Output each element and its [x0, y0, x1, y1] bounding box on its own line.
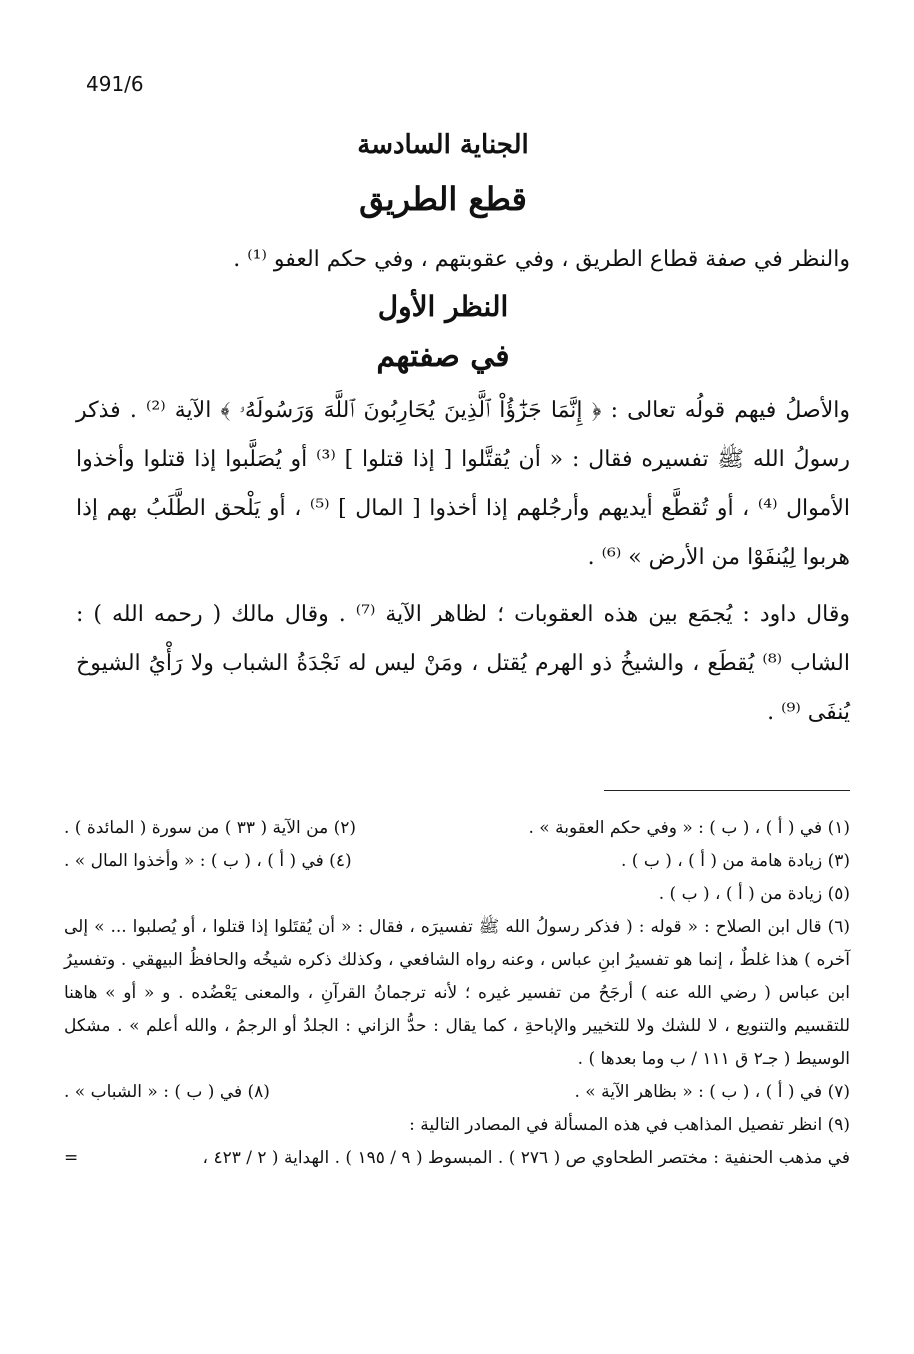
- page-number: 491/6: [86, 72, 144, 96]
- main-title: قطع الطريق: [359, 180, 527, 218]
- footnote-1: (١) في ( أ ) ، ( ب ) : « وفي حكم العقوبة » .: [528, 818, 850, 838]
- footnote-divider: [604, 790, 850, 791]
- paragraph: والأصلُ فيهم قولُه تعالى : ﴿ إِنَّمَا جَزَٰٓؤُاْ ٱلَّذِينَ يُحَارِبُونَ ٱللَّهَ وَرَسُولَهُۥ ﴾ الآية ⁽²⁾ . فذكر رسولُ الله ﷺ تفسيره فقال : « أن يُقتَّلوا [ إذا قتلوا ] ⁽³⁾ أو يُصَلَّبوا إذا قتلوا وأخذوا الأموال ⁽⁴⁾ ، أو تُقطَّع أيديهم وأرجُلهم إذا أخذوا [ المال ] ⁽⁵⁾ ، أو يَلْحق الطَّلَبُ بهم إذا هربوا لِيُنفَوْا من الأرض » ⁽⁶⁾ .: [76, 398, 850, 570]
- footnote-3: (٣) زيادة هامة من ( أ ) ، ( ب ) .: [620, 851, 850, 871]
- main-text: [76, 130, 850, 745]
- footnote-2: (٢) من الآية ( ٣٣ ) من سورة ( المائدة ) .: [64, 818, 357, 838]
- footnote-row: [64, 812, 850, 845]
- footnote-9: (٩) انظر تفصيل المذاهب في هذه المسألة في المصادر التالية :: [409, 1115, 850, 1135]
- footnote-5: (٥) زيادة من ( أ ) ، ( ب ) .: [658, 884, 850, 904]
- footnote-row: [64, 845, 850, 878]
- footnote-row: [64, 1142, 850, 1175]
- intro-line: والنظر في صفة قطاع الطريق ، وفي عقوبتهم ، وفي حكم العفو ⁽¹⁾ .: [233, 247, 850, 272]
- chapter-title: الجناية السادسة: [357, 130, 529, 160]
- footnotes: [64, 812, 850, 1175]
- footnote-4: (٤) في ( أ ) ، ( ب ) : « وأخذوا المال » .: [64, 851, 352, 871]
- footnote-7: (٧) في ( أ ) ، ( ب ) : « بظاهر الآية » .: [574, 1082, 850, 1102]
- footnote-6: (٦) قال ابن الصلاح : « قوله : ( فذكر رسولُ الله ﷺ تفسيرَه ، فقال : « أن يُقتَلوا إذا قتلوا ، أو يُصلبوا ... » إلى آخره ) هذا غلطٌ ، إنما هو تفسيرُ ابنِ عباس ، وعنه رواه الشافعي ، وكذلك ذكره شيخُه والحافظُ البيهقي . وتفسيرُ ابن عباس ( رضي الله عنه ) أرجَحُ من تفسير غيره ؛ لأنه ترجمانُ القرآنِ ، والمعنى يَعْضُده . و « أو » هاهنا للتقسيم والتنويع ، لا للشك ولا للتخيير والإباحةِ ، كما يقال : حدُّ الزاني : الجلدُ أو الرجمُ ، والله أعلم » . مشكل الوسيط ( جـ٢ ق ١١١ / ب وما بعدها ) .: [64, 917, 850, 1069]
- continuation-mark: =: [64, 1148, 79, 1168]
- section-subtitle: في صفتهم: [376, 339, 510, 374]
- paragraph: وقال داود : يُجمَع بين هذه العقوبات ؛ لظاهر الآية ⁽⁷⁾ . وقال مالك ( رحمه الله ) : الشاب ⁽⁸⁾ يُقطَع ، والشيخُ ذو الهرم يُقتل ، ومَنْ ليس له نَجْدَةُ الشباب ولا رَأْيُ الشيوخ يُنفَى ⁽⁹⁾ .: [76, 602, 850, 725]
- section-title: النظر الأول: [377, 290, 509, 323]
- footnote-row: [64, 1076, 850, 1109]
- footnote-9-continuation: في مذهب الحنفية : مختصر الطحاوي ص ( ٢٧٦ ) . المبسوط ( ٩ / ١٩٥ ) . الهداية ( ٢ / ٤٢٣ ،: [202, 1148, 850, 1168]
- footnote-8: (٨) في ( ب ) : « الشباب » .: [64, 1082, 270, 1102]
